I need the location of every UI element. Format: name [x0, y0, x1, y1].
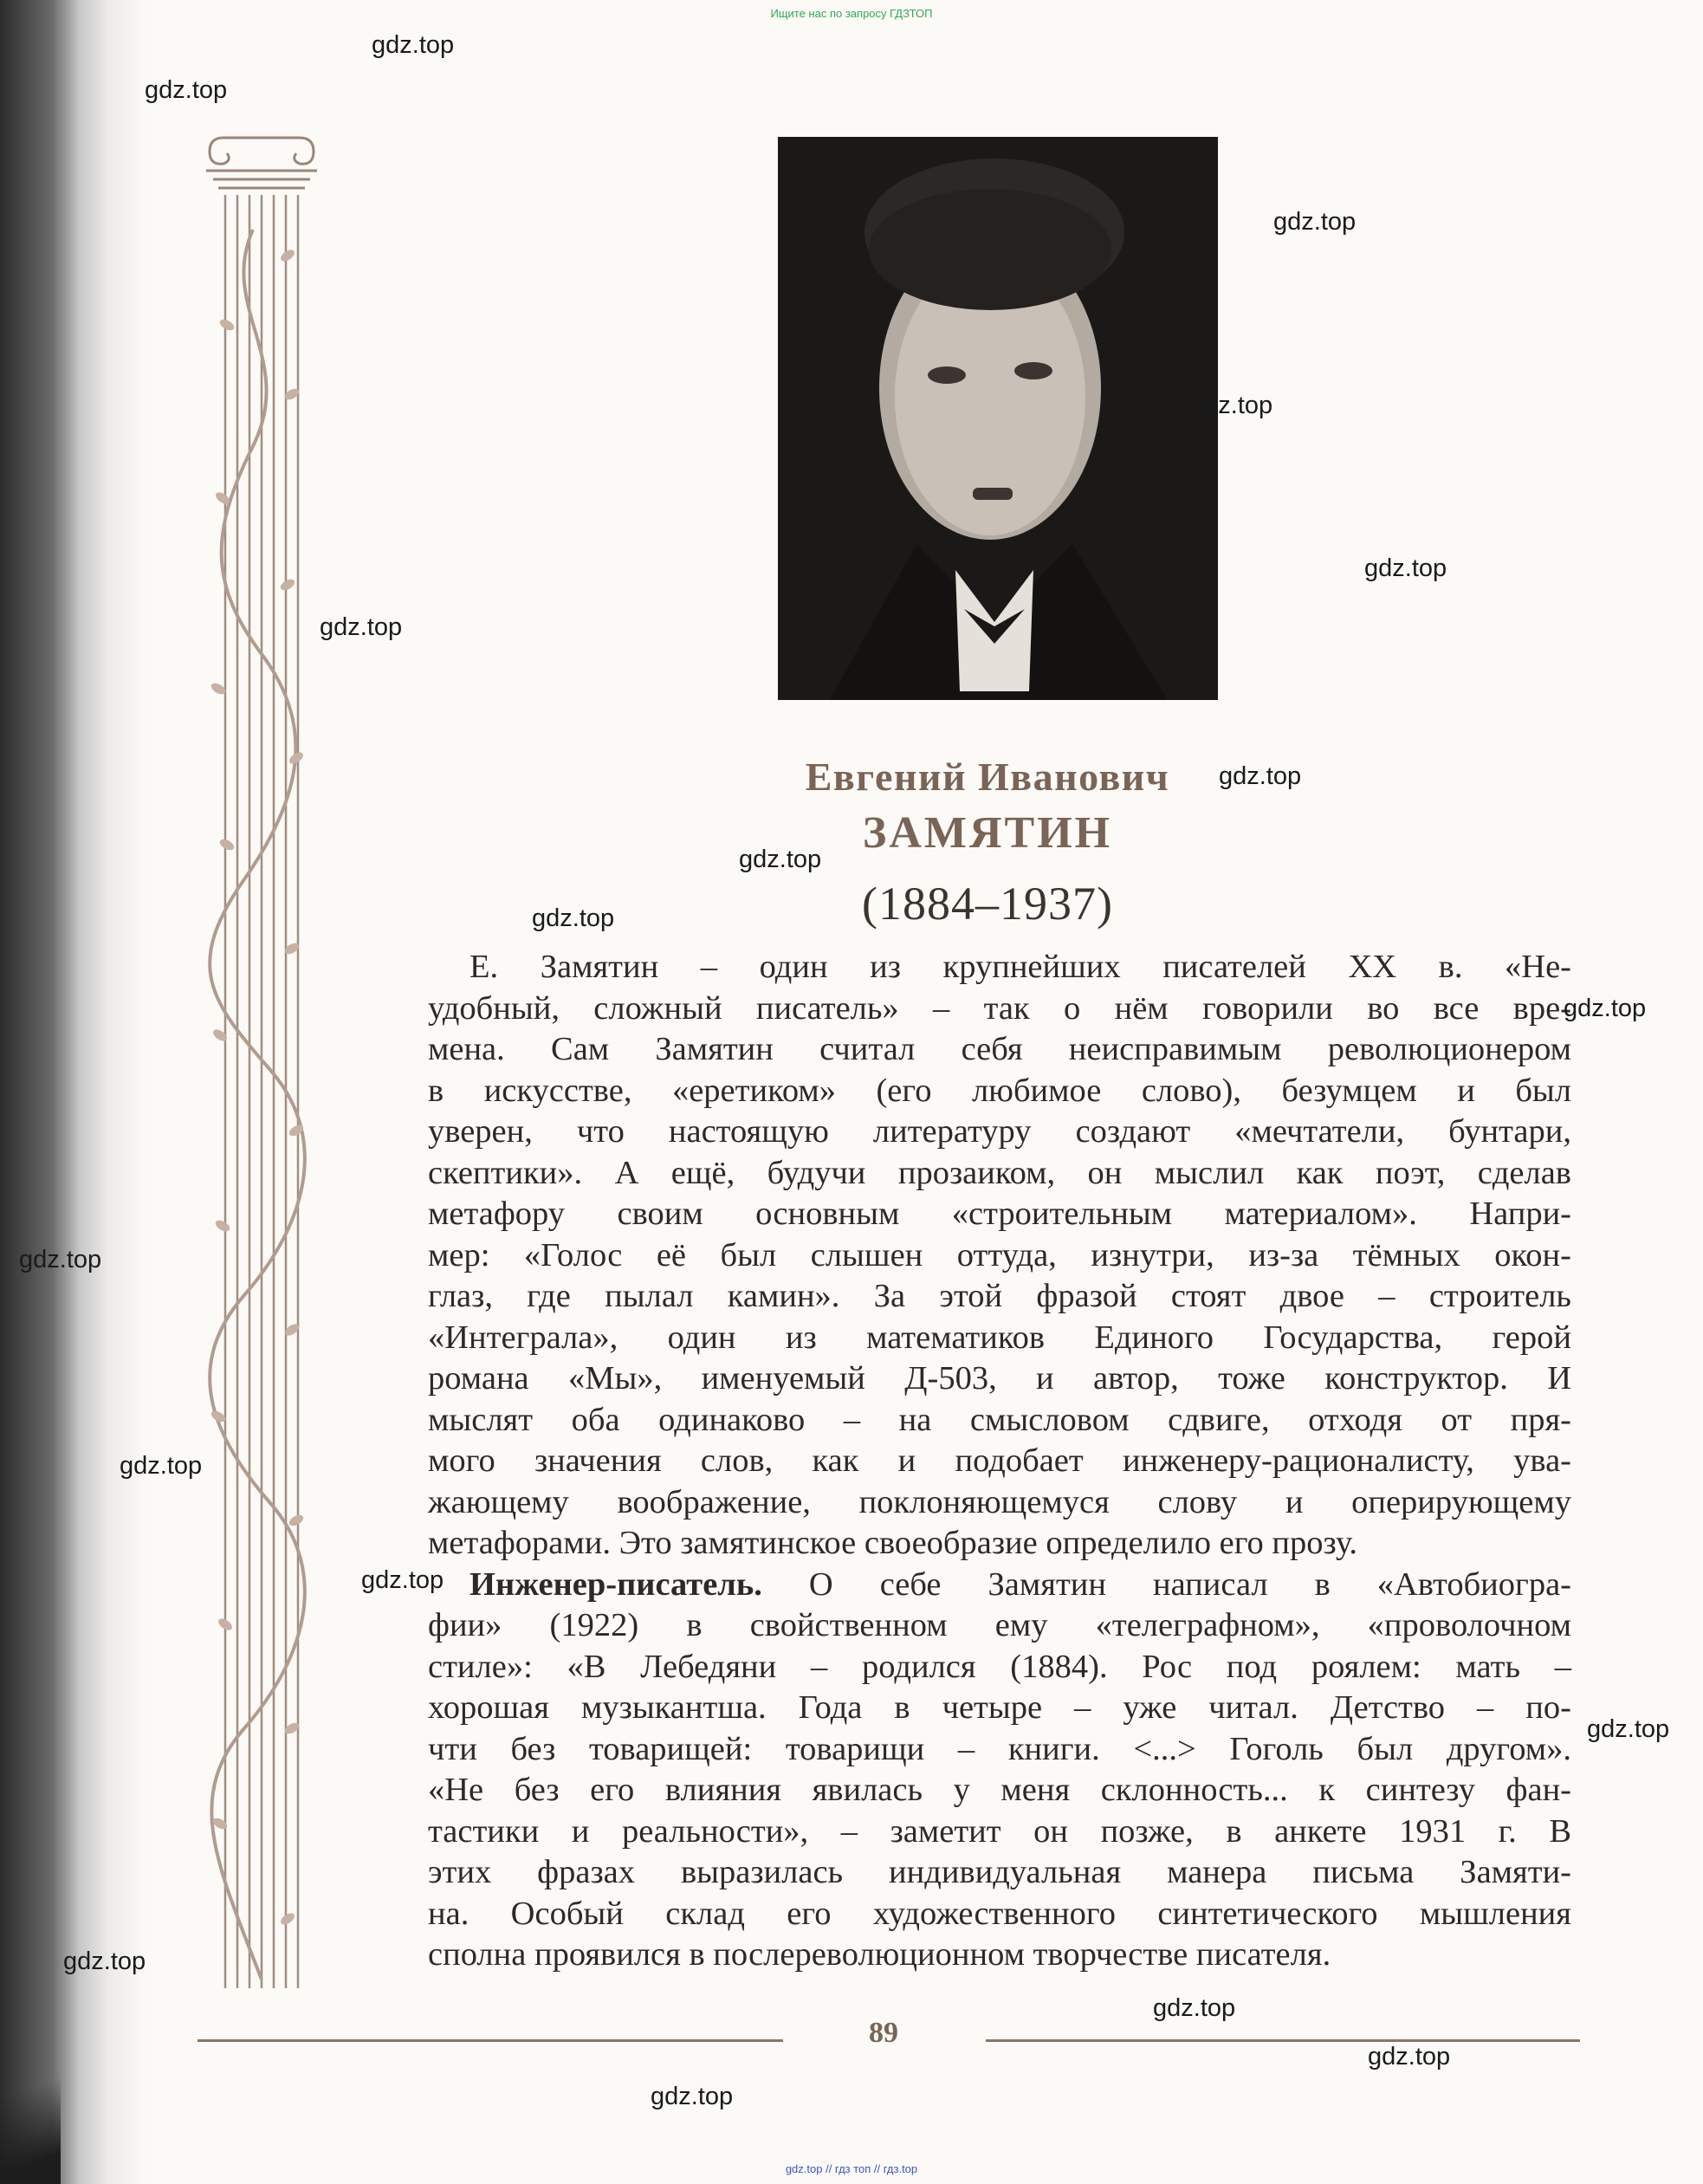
section-first-line	[428, 1565, 1571, 1606]
watermark: gdz.top	[1364, 554, 1447, 582]
text-line: хорошая музыкантша. Года в четыре – уже читал. Детство – по-	[428, 1689, 1571, 1726]
watermark: gdz.top	[63, 1947, 146, 1975]
text-line: глаз, где пылал камин». За этой фразой стоят двое – строитель	[428, 1278, 1571, 1314]
text-line: уверен, что настоящую литературу создают «мечтатели, бунтари,	[428, 1113, 1571, 1150]
page-spine-shadow	[0, 0, 147, 2184]
decorative-column-icon	[201, 134, 322, 1993]
top-site-note: Ищите нас по запросу ГДЗТОП	[770, 7, 933, 20]
watermark: gdz.top	[1564, 995, 1647, 1022]
watermark: gdz.top	[1368, 2043, 1451, 2071]
watermark: gdz.top	[1587, 1715, 1670, 1743]
portrait-photo-icon	[778, 137, 1218, 700]
page-number: 89	[869, 2017, 898, 2049]
text-line: скептики». А ещё, будучи прозаиком, он мыслил как поэт, сделав	[428, 1154, 1571, 1191]
text-line: удобный, сложный писатель» – так о нём говорили во все вре-	[428, 989, 1571, 1027]
watermark: gdz.top	[532, 904, 615, 932]
watermark: gdz.top	[320, 613, 403, 641]
text-line: жающему воображение, поклоняющемуся слову и оперирующему	[428, 1483, 1571, 1520]
watermark: gdz.top	[1219, 762, 1302, 790]
text-line: «Интеграла», один из математиков Единого Государства, герой	[428, 1319, 1571, 1356]
text-line: стиле»: «В Лебедяни – родился (1884). Рос под роялем: мать –	[428, 1648, 1571, 1685]
text-line: на. Особый склад его художественного синтетического мышления	[428, 1895, 1571, 1932]
author-portrait	[778, 137, 1218, 700]
footer-rule-right	[986, 2039, 1580, 2042]
text-line: мер: «Голос её был слышен оттуда, изнутри, из-за тёмных окон-	[428, 1236, 1571, 1273]
text-line: романа «Мы», именуемый Д-503, и автор, тоже конструктор. И	[428, 1360, 1571, 1397]
section-first-line-text: О себе Замятин написал в «Автобиогра-	[761, 1565, 1571, 1603]
section-heading: Инженер-писатель.	[469, 1565, 762, 1603]
bottom-site-note: gdz.top // гдз топ // гдз.top	[785, 2162, 918, 2175]
watermark: gdz.top	[651, 2083, 734, 2110]
watermark: gdz.top	[1273, 208, 1357, 236]
text-line: мого значения слов, как и подобает инженеру-рационалисту, ува-	[428, 1442, 1571, 1479]
watermark: gdz.top	[120, 1452, 203, 1480]
text-line: «Не без его влияния явилась у меня склонность... к синтезу фан-	[428, 1772, 1571, 1808]
text-line: Е. Замятин – один из крупнейших писателей XX в. «Не-	[469, 949, 1571, 985]
text-line: тастики и реальности», – заметит он позже, в анкете 1931 г. В	[428, 1812, 1571, 1850]
author-surname: ЗАМЯТИН	[862, 808, 1113, 858]
article-body	[428, 947, 1571, 1976]
watermark: gdz.top	[739, 846, 822, 873]
author-years: (1884–1937)	[862, 878, 1113, 930]
watermark: gdz.top	[145, 76, 228, 104]
footer-rule-left	[197, 2039, 783, 2042]
text-line: мена. Сам Замятин считал себя неисправимым революционером	[428, 1031, 1571, 1067]
text-line: мыслят оба одинаково – на смысловом сдвиге, отходя от пря-	[428, 1401, 1571, 1438]
watermark: gdz.top	[19, 1246, 102, 1273]
watermark: gdz.top	[1190, 392, 1273, 419]
text-line: чти без товарищей: товарищи – книги. <...> Гоголь был другом».	[428, 1730, 1571, 1767]
watermark: gdz.top	[372, 31, 455, 59]
watermark: gdz.top	[1153, 1994, 1236, 2022]
watermark: gdz.top	[361, 1566, 444, 1594]
text-line: сполна проявился в послереволюционном творчестве писателя.	[428, 1936, 1331, 1973]
text-line: в искусстве, «еретиком» (его любимое слово), безумцем и был	[428, 1072, 1571, 1109]
text-line: метафорами. Это замятинское своеобразие определило его прозу.	[428, 1525, 1357, 1561]
text-line: метафору своим основным «строительным материалом». Напри-	[428, 1196, 1571, 1232]
text-line: этих фразах выразилась индивидуальная манера письма Замяти-	[428, 1854, 1571, 1890]
text-line: фии» (1922) в свойственном ему «телеграфном», «проволочном	[428, 1607, 1571, 1643]
author-first-names: Евгений Иванович	[805, 755, 1170, 799]
